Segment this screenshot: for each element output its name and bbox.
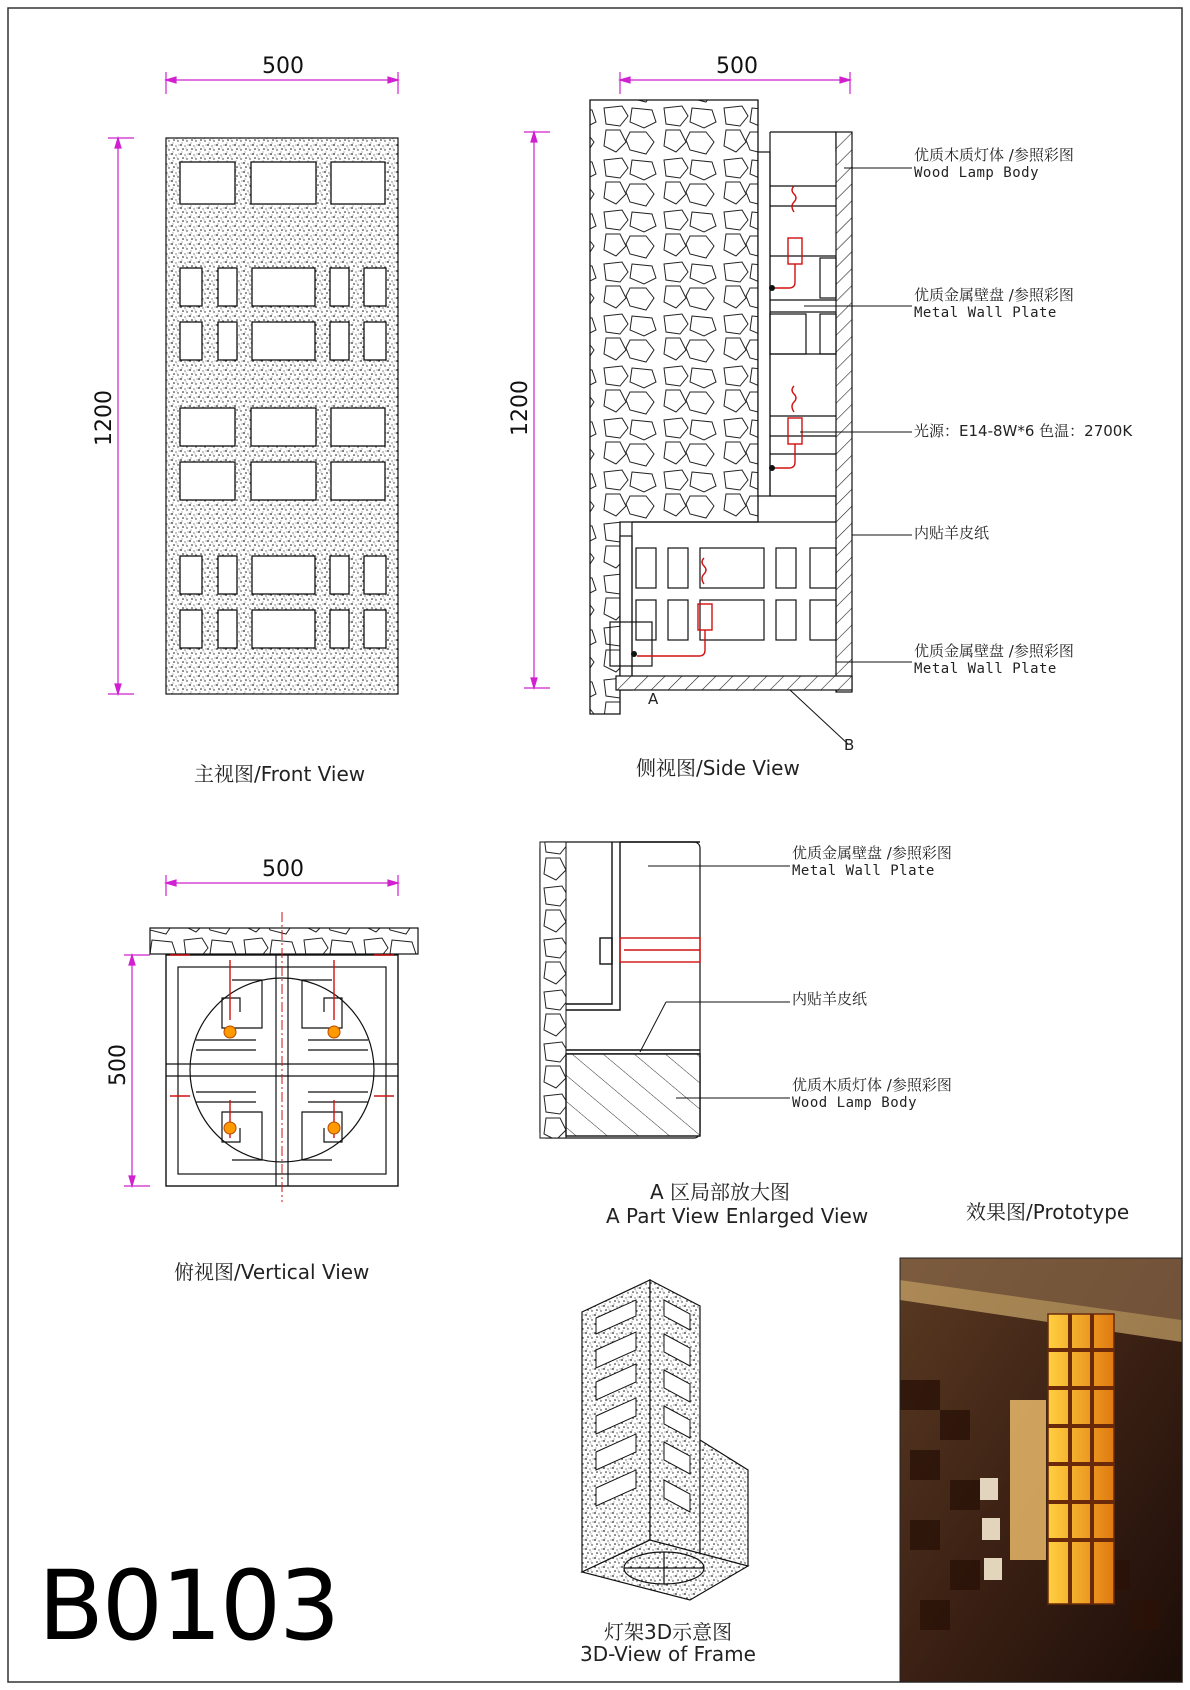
side-height-label: 1200: [508, 380, 533, 436]
frame-3d-caption-cn: 灯架3D示意图: [604, 1620, 733, 1644]
side-note-metal-wall-plate-lower: 优质金属壁盘 /参照彩图 Metal Wall Plate: [914, 642, 1074, 677]
side-view-caption: 侧视图/Side View: [636, 756, 800, 780]
side-marker-a: A: [648, 690, 659, 708]
enlarged-caption-cn: A 区局部放大图: [650, 1180, 791, 1204]
enlarged-caption-en: A Part View Enlarged View: [606, 1204, 869, 1228]
top-stone-wall: [150, 928, 418, 954]
upper-wall-plate: [758, 152, 770, 496]
prototype-caption: 效果图/Prototype: [966, 1200, 1130, 1224]
front-width-label: 500: [262, 54, 304, 79]
front-view: [108, 72, 398, 694]
enlarged-view: [540, 842, 790, 1138]
side-note-parchment: 内贴羊皮纸: [914, 524, 990, 542]
front-height-label: 1200: [92, 390, 117, 446]
top-width-label: 500: [262, 857, 304, 882]
enlarged-stone: [540, 842, 566, 1138]
top-height-label: 500: [106, 1044, 131, 1086]
frame-3d-caption-en: 3D-View of Frame: [580, 1642, 756, 1666]
side-note-metal-wall-plate: 优质金属壁盘 /参照彩图 Metal Wall Plate: [914, 286, 1074, 321]
sheet-code: B0103: [38, 1550, 339, 1662]
vertical-view: [124, 875, 418, 1202]
side-view: [524, 72, 912, 744]
enlarged-note-parchment: 内贴羊皮纸: [792, 990, 868, 1008]
frame-3d-bottom-pattern: [624, 1552, 704, 1584]
enlarged-note-wood-lamp-body: 优质木质灯体 /参照彩图 Wood Lamp Body: [792, 1076, 952, 1111]
side-note-wood-lamp-body: 优质木质灯体 /参照彩图 Wood Lamp Body: [914, 146, 1074, 181]
frame-3d: [582, 1280, 748, 1600]
vertical-view-caption: 俯视图/Vertical View: [174, 1260, 370, 1284]
lower-wall-plate: [620, 536, 632, 690]
front-view-caption: 主视图/Front View: [194, 762, 366, 786]
enlarged-note-metal-wall-plate: 优质金属壁盘 /参照彩图 Metal Wall Plate: [792, 844, 952, 879]
side-width-label: 500: [716, 54, 758, 79]
side-marker-b: B: [844, 736, 855, 754]
prototype-image: [900, 1258, 1182, 1682]
side-note-light-source: 光源：E14-8W*6 色温：2700K: [914, 422, 1133, 440]
